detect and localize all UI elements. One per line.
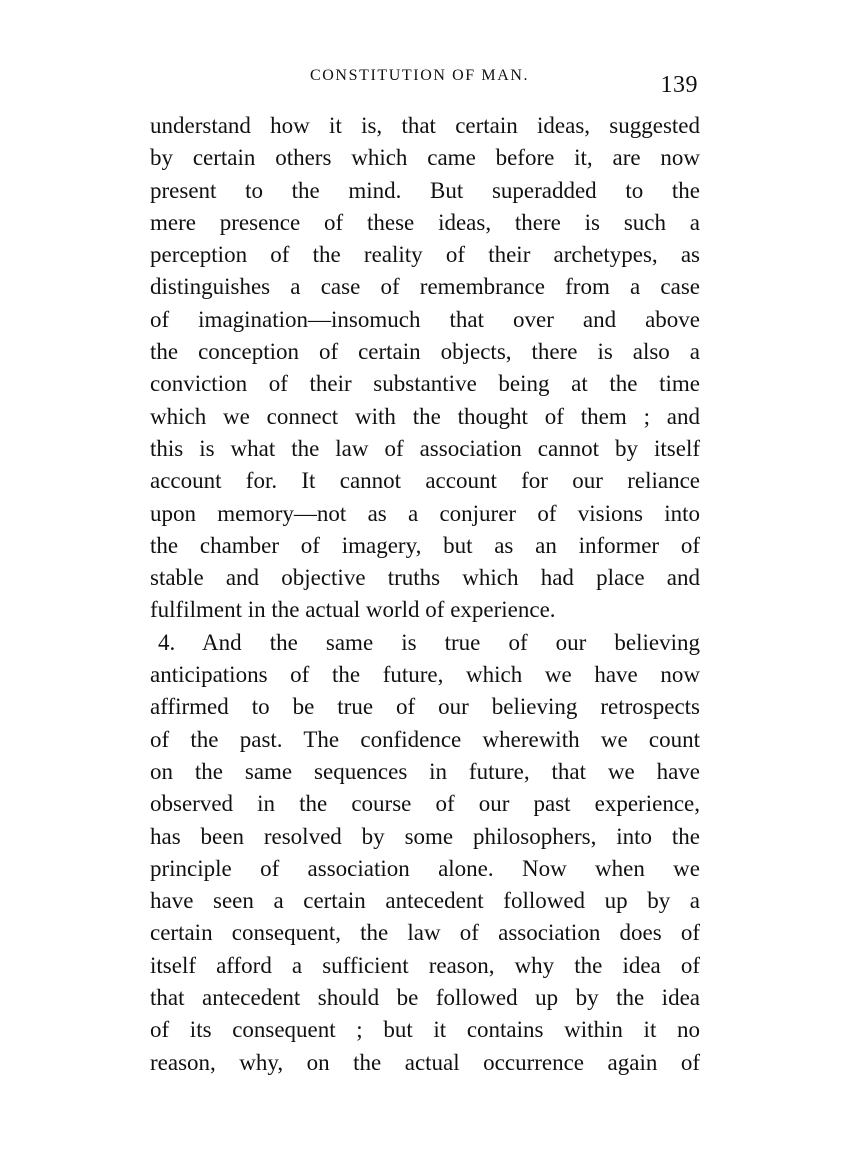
text-line: itself afford a sufficient reason, why the idea of <box>150 952 700 978</box>
text-line: have seen a certain antecedent followed up by a <box>150 888 700 914</box>
text-line: of its consequent ; but it contains within it no <box>150 1017 700 1043</box>
text-line: account for. It cannot account for our reliance <box>150 468 700 494</box>
text-line: distinguishes a case of remembrance from a case <box>150 274 700 300</box>
text-line: anticipations of the future, which we have now <box>150 662 700 688</box>
text-line: this is what the law of association cannot by itself <box>150 435 700 461</box>
text-line: present to the mind. But superadded to the <box>150 177 700 203</box>
running-head <box>150 60 700 100</box>
text-line: certain consequent, the law of association does of <box>150 920 700 946</box>
text-line: 4. And the same is true of our believing <box>158 629 700 655</box>
text-line: fulfilment in the actual world of experience. <box>150 597 556 623</box>
text-line: understand how it is, that certain ideas, suggested <box>150 113 700 138</box>
text-line: principle of association alone. Now when we <box>150 855 700 881</box>
text-line: mere presence of these ideas, there is such a <box>150 209 700 235</box>
text-line: on the same sequences in future, that we have <box>150 758 700 784</box>
text-line: by certain others which came before it, are now <box>150 145 700 171</box>
text-line: reason, why, on the actual occurrence again of <box>150 1049 700 1075</box>
text-line: perception of the reality of their archetypes, as <box>150 242 700 268</box>
text-line: the conception of certain objects, there is also a <box>150 339 700 365</box>
text-line: that antecedent should be followed up by the idea <box>150 985 700 1011</box>
text-line: observed in the course of our past experience, <box>150 791 700 817</box>
page-number: 139 <box>660 72 698 98</box>
text-line: stable and objective truths which had place and <box>150 565 700 591</box>
running-title: CONSTITUTION OF MAN. <box>310 67 530 84</box>
text-line: conviction of their substantive being at the time <box>150 371 700 397</box>
text-line: of imagination—insomuch that over and above <box>150 306 700 332</box>
text-line: upon memory—not as a conjurer of visions into <box>150 500 700 526</box>
text-line: of the past. The confidence wherewith we count <box>150 726 700 752</box>
text-line: has been resolved by some philosophers, into the <box>150 823 700 849</box>
body-text <box>150 110 700 1079</box>
text-line: which we connect with the thought of them ; and <box>150 403 700 429</box>
text-line: affirmed to be true of our believing retrospects <box>150 694 700 720</box>
text-line: the chamber of imagery, but as an informer of <box>150 532 700 558</box>
